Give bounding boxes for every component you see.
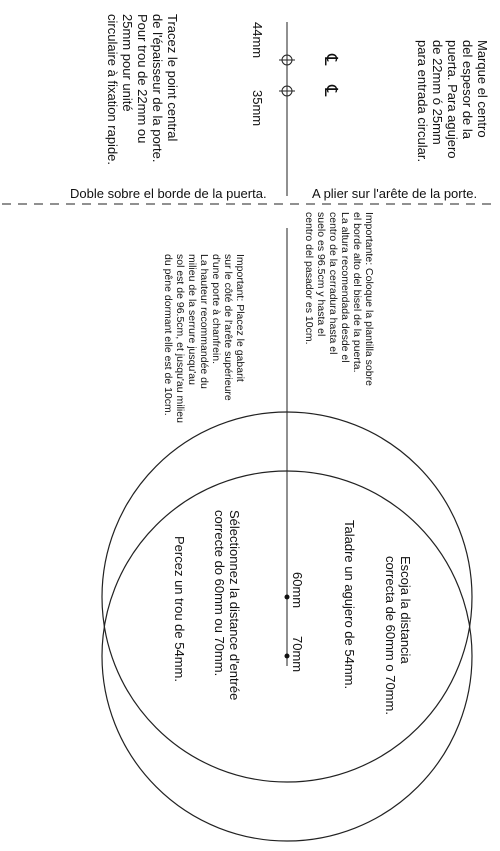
measure-70mm: 70mm	[290, 636, 305, 673]
dot-70mm	[285, 654, 290, 659]
measure-44mm: 44mm	[250, 22, 265, 59]
important-note-es: Importante: Coloque la plantilla sobre el borde alto del bisel de la puerta. La altura recomendada desde el centro de la cerradura hasta el suelo es 96.5cm y hasta el centro del pasador es 10cm.	[303, 212, 375, 386]
choose-distance-es: Escoja la distancia correcta de 60mm o 70mm.	[383, 556, 413, 715]
es-mark-center-text: Marque el centro del espesor de la puerta. Para agujero de 22mm ó 25mm para entrada circular.	[415, 40, 490, 163]
drill-hole-es: Taladre un agujero de 54mm.	[342, 520, 357, 690]
measure-60mm: 60mm	[290, 572, 305, 609]
centerline-symbol-icon: ℄	[321, 54, 341, 66]
fold-label-es: Doble sobre el borde de la puerta.	[70, 186, 267, 201]
drill-hole-fr: Percez un trou de 54mm.	[172, 536, 187, 682]
dot-60mm	[285, 595, 290, 600]
measure-35mm: 35mm	[250, 90, 265, 127]
choose-distance-fr: Sélectionnez la distance d'entrée correcte do 60mm ou 70mm.	[212, 510, 242, 701]
important-note-fr: Important: Placez le gabarit sur le côté de l'arête supérieure d'une porte à chanfrein. La hauteur recommandée du milieu de la serrure jusqu'au sol est de 96.5cm, et jusqu'au milieu du pêne dormant elle est de 10cm.	[162, 254, 246, 423]
fold-label-fr: A plier sur l'arête de la porte.	[312, 186, 478, 201]
centerline-symbol-icon: ℄	[321, 85, 341, 97]
fr-mark-center-text: Tracez le point central de l'épaisseur de la porte. Pour trou de 22mm ou 25mm pour unité circulaire à fixation rapide.	[105, 14, 180, 166]
